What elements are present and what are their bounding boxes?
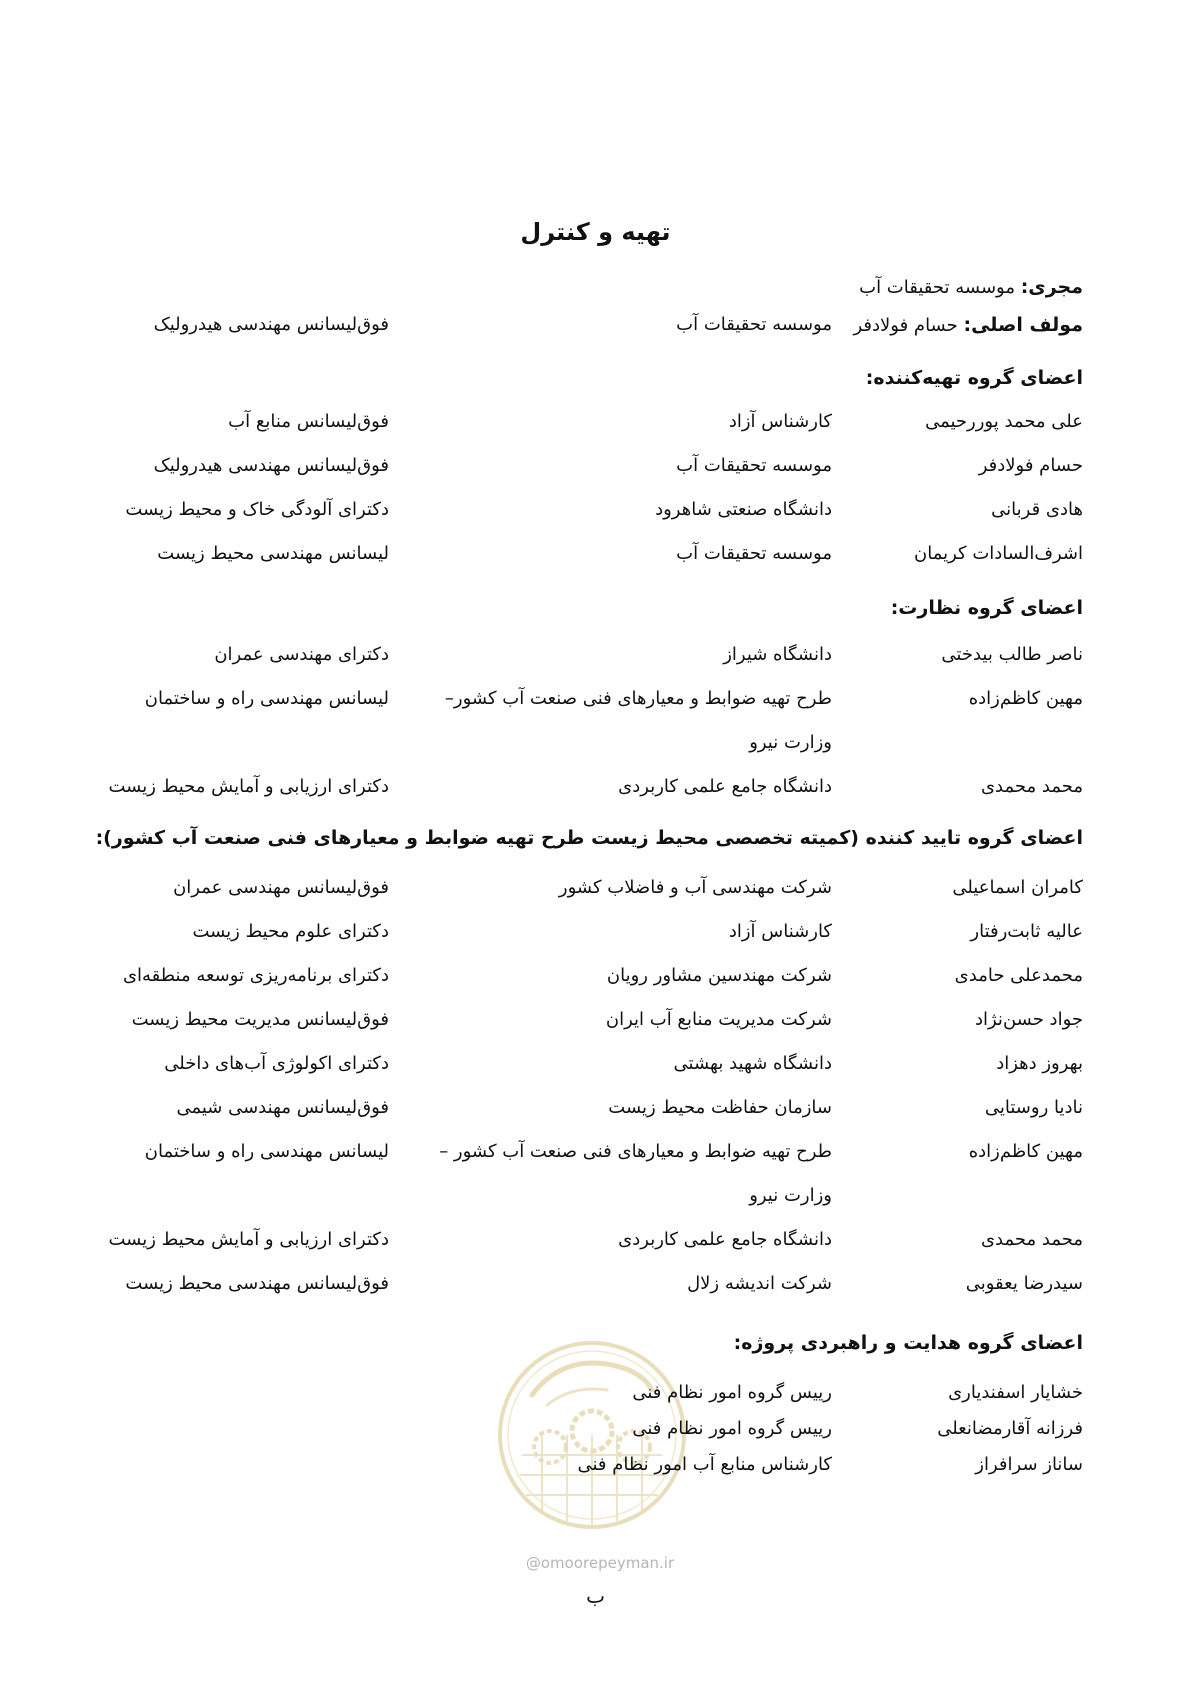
- member-degree: فوق‌لیسانس مهندسی محیط زیست: [125, 1273, 389, 1294]
- omoorepeyman-watermark-logo: [492, 1335, 692, 1565]
- table-row-continuation: [0, 1185, 1191, 1215]
- member-org: دانشگاه جامع علمی کاربردی: [618, 776, 832, 797]
- page-number: ب: [586, 1584, 605, 1608]
- table-row: [0, 1382, 1191, 1412]
- member-role: رییس گروه امور نظام فنی: [632, 1418, 832, 1439]
- member-org: دانشگاه شهید بهشتی: [673, 1053, 832, 1074]
- table-row: [0, 644, 1191, 674]
- table-row: [0, 776, 1191, 806]
- member-org: شرکت مدیریت منابع آب ایران: [605, 1009, 832, 1030]
- member-degree: دکترای آلودگی خاک و محیط زیست: [125, 499, 389, 520]
- executor-line: [859, 276, 1083, 298]
- table-row: [0, 688, 1191, 718]
- member-degree: فوق‌لیسانس مهندسی عمران: [173, 877, 389, 898]
- member-name: خشایار اسفندیاری: [948, 1382, 1083, 1403]
- member-name: علی محمد پوررحیمی: [925, 411, 1083, 432]
- executor-label: مجری:: [1020, 276, 1083, 298]
- table-row: [0, 1229, 1191, 1259]
- table-row: [0, 1418, 1191, 1448]
- main-author-degree: فوق‌لیسانس مهندسی هیدرولیک: [153, 314, 389, 335]
- member-name: محمدعلی حامدی: [954, 965, 1083, 986]
- member-name: فرزانه آقارمضانعلی: [937, 1418, 1083, 1439]
- member-org-continued: وزارت نیرو: [749, 732, 832, 753]
- executor-value: موسسه تحقیقات آب: [859, 277, 1015, 298]
- table-row: [0, 499, 1191, 529]
- member-name: ناصر طالب بیدختی: [941, 644, 1083, 665]
- main-author-name: حسام فولادفر: [853, 315, 958, 336]
- prep-group-heading: اعضای گروه تهیه‌کننده:: [865, 367, 1083, 389]
- member-degree: دکترای برنامه‌ریزی توسعه منطقه‌ای: [122, 965, 389, 986]
- member-name: جواد حسن‌نژاد: [974, 1009, 1083, 1030]
- member-name: ساناز سرافراز: [975, 1454, 1083, 1475]
- member-org: کارشناس آزاد: [728, 921, 832, 942]
- member-name: عالیه ثابت‌رفتار: [970, 921, 1083, 942]
- member-role: کارشناس منابع آب امور نظام فنی: [577, 1454, 832, 1475]
- member-org: موسسه تحقیقات آب: [676, 455, 832, 476]
- member-degree: لیسانس مهندسی راه و ساختمان: [144, 1141, 389, 1162]
- member-name: بهروز دهزاد: [996, 1053, 1083, 1074]
- member-name: مهین کاظم‌زاده: [968, 1141, 1083, 1162]
- page-title: تهیه و کنترل: [520, 218, 671, 246]
- supervision-group-heading: اعضای گروه نظارت:: [890, 597, 1083, 619]
- member-org: شرکت مهندسی آب و فاضلاب کشور: [558, 877, 832, 898]
- member-org: طرح تهیه ضوابط و معیارهای فنی صنعت آب کشور –: [439, 1141, 832, 1162]
- table-row: [0, 1097, 1191, 1127]
- member-degree: فوق‌لیسانس منابع آب: [228, 411, 389, 432]
- table-row-continuation: [0, 732, 1191, 762]
- table-row: [0, 543, 1191, 573]
- table-row: [0, 877, 1191, 907]
- member-org: دانشگاه صنعتی شاهرود: [655, 499, 832, 520]
- member-org: شرکت اندیشه زلال: [687, 1273, 832, 1294]
- main-author-org: موسسه تحقیقات آب: [676, 314, 832, 335]
- member-name: کامران اسماعیلی: [952, 877, 1083, 898]
- member-org: دانشگاه جامع علمی کاربردی: [618, 1229, 832, 1250]
- main-author-name-cell: [853, 314, 1083, 336]
- member-degree: دکترای علوم محیط زیست: [192, 921, 389, 942]
- member-degree: دکترای اکولوژی آب‌های داخلی: [164, 1053, 389, 1074]
- member-degree: فوق‌لیسانس مهندسی شیمی: [176, 1097, 389, 1118]
- member-name: نادیا روستایی: [984, 1097, 1083, 1118]
- member-degree: دکترای مهندسی عمران: [214, 644, 389, 665]
- member-org: کارشناس آزاد: [728, 411, 832, 432]
- member-degree: دکترای ارزیابی و آمایش محیط زیست: [108, 1229, 389, 1250]
- table-row: [0, 1141, 1191, 1171]
- table-row: [0, 1009, 1191, 1039]
- table-row: [0, 411, 1191, 441]
- table-row: [0, 965, 1191, 995]
- main-author-row: [0, 314, 1191, 344]
- member-degree: فوق‌لیسانس مهندسی هیدرولیک: [153, 455, 389, 476]
- member-degree: دکترای ارزیابی و آمایش محیط زیست: [108, 776, 389, 797]
- main-author-label: مولف اصلی:: [963, 314, 1083, 336]
- member-org: دانشگاه شیراز: [723, 644, 832, 665]
- member-org: طرح تهیه ضوابط و معیارهای فنی صنعت آب کشور–: [444, 688, 832, 709]
- member-name: محمد محمدی: [980, 1229, 1083, 1250]
- watermark-url: @omoorepeyman.ir: [525, 1554, 675, 1572]
- member-degree: لیسانس مهندسی محیط زیست: [157, 543, 389, 564]
- steering-group-heading: اعضای گروه هدایت و راهبردی پروژه:: [733, 1332, 1083, 1354]
- table-row: [0, 921, 1191, 951]
- table-row: [0, 1053, 1191, 1083]
- member-degree: فوق‌لیسانس مدیریت محیط زیست: [131, 1009, 389, 1030]
- member-name: محمد محمدی: [980, 776, 1083, 797]
- member-role: رییس گروه امور نظام فنی: [632, 1382, 832, 1403]
- member-name: مهین کاظم‌زاده: [968, 688, 1083, 709]
- member-name: هادی قربانی: [991, 499, 1083, 520]
- member-name: حسام فولادفر: [978, 455, 1083, 476]
- approval-group-heading: اعضای گروه تایید کننده (کمیته تخصصی محیط زیست طرح تهیه ضوابط و معیارهای فنی صنعت آب کشور):: [95, 827, 1083, 849]
- table-row: [0, 455, 1191, 485]
- member-org: موسسه تحقیقات آب: [676, 543, 832, 564]
- member-org-continued: وزارت نیرو: [749, 1185, 832, 1206]
- member-name: اشرف‌السادات کریمان: [913, 543, 1083, 564]
- table-row: [0, 1454, 1191, 1484]
- member-org: سازمان حفاظت محیط زیست: [608, 1097, 832, 1118]
- member-org: شرکت مهندسین مشاور رویان: [606, 965, 832, 986]
- member-degree: لیسانس مهندسی راه و ساختمان: [144, 688, 389, 709]
- member-name: سیدرضا یعقوبی: [965, 1273, 1083, 1294]
- table-row: [0, 1273, 1191, 1303]
